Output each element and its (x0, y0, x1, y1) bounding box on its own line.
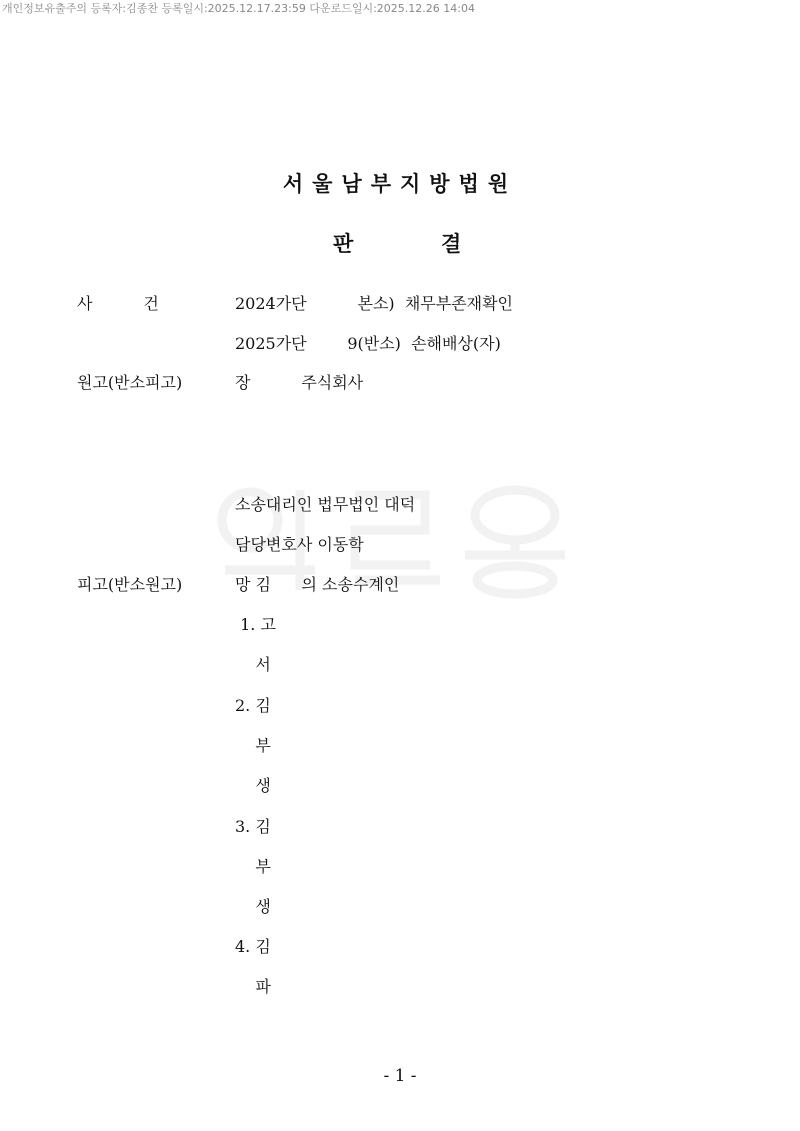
defendant-line: 2. 김 (235, 696, 271, 715)
defendant-line: 생 (235, 776, 271, 795)
title-left: 판 (333, 232, 354, 256)
plaintiff-name: 장 주식회사 (235, 373, 364, 392)
case-line: 2024가단 본소) 채무부존재확인 (235, 294, 514, 313)
defendant-line: 1. 고 (235, 615, 276, 634)
plaintiff-attorney: 담당변호사 이동학 (235, 535, 364, 554)
defendant-line: 4. 김 (235, 937, 271, 956)
defendant-line: 부 (235, 736, 271, 755)
defendant-line: 생 (235, 897, 271, 916)
defendant-line: 망 김 의 소송수계인 (235, 575, 400, 594)
title-right: 결 (441, 232, 462, 256)
plaintiff-label: 원고(반소피고) (77, 373, 183, 392)
page-number: - 1 - (383, 1066, 417, 1086)
personal-info-notice: 개인정보유출주의 등록자:김종찬 등록일시:2025.12.17.23:59 다운로드일시:2025.12.26 14:04 (2, 2, 475, 15)
case-label: 사 건 (77, 294, 159, 313)
defendant-line: 3. 김 (235, 817, 271, 836)
defendant-label: 피고(반소원고) (77, 575, 183, 594)
court-name: 서울남부지방법원 (282, 172, 518, 196)
defendant-line: 서 (235, 655, 271, 674)
defendant-line: 파 (235, 977, 271, 996)
plaintiff-counsel: 소송대리인 법무법인 대덕 (235, 495, 416, 514)
case-line: 2025가단 9(반소) 손해배상(자) (235, 334, 501, 353)
defendant-line: 부 (235, 857, 271, 876)
